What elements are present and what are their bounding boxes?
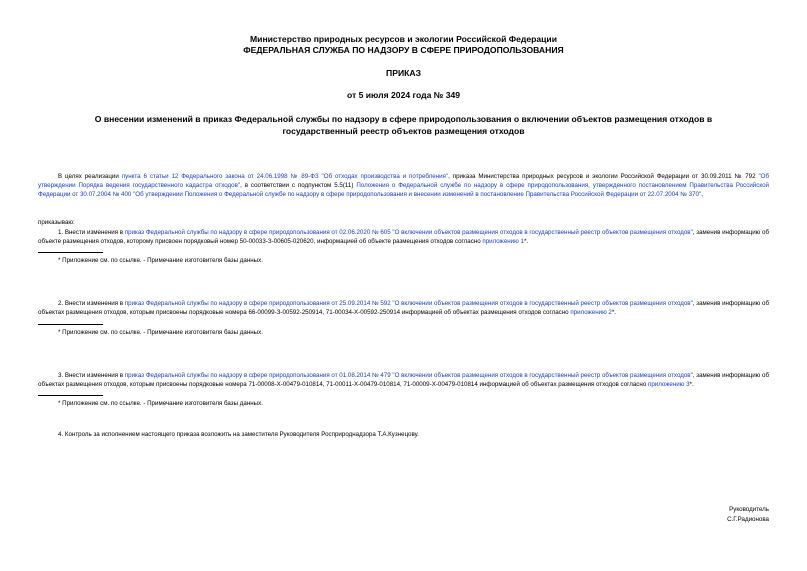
preamble-text-3: , в соответствии с подпунктом 5.5(11) xyxy=(240,182,357,190)
preamble-text-4: , xyxy=(701,191,703,199)
signature-block xyxy=(727,505,769,524)
order-479-link[interactable]: приказ Федеральной службы по надзору в сфере природопользования от 01.08.2014 № 479 "О включении объектов размещения отходов в государственный реестр объектов размещения отходов" xyxy=(124,371,693,379)
footnote-divider xyxy=(38,395,103,396)
item-3 xyxy=(38,371,769,389)
footnote-1: * Приложение см. по ссылке. - Примечание изготовителя базы данных. xyxy=(58,257,263,265)
footnote-2: * Приложение см. по ссылке. - Примечание изготовителя базы данных. xyxy=(58,328,263,336)
item-1-text-2: , заменив информацию об объекте размещения отходов, которому присвоен порядковый номер 50-00033-З-00605-020620, информацией об объекте размещения отходов согласно xyxy=(38,228,769,246)
ministry-name: Министерство природных ресурсов и экологии Российской Федерации xyxy=(250,34,557,44)
prikazyvayu-label: приказываю: xyxy=(38,218,75,226)
document-type: ПРИКАЗ xyxy=(386,68,421,78)
item-2 xyxy=(38,299,769,317)
item-3-text-2: , заменив информацию об объектах размещения отходов, которым присвоены порядковые номера 71-00008-Х-00479-010814, 71-00011-Х-00479-010814, 71-00009-Х-00479-010814 информацией об объектах размещения отходов согласно xyxy=(38,371,769,388)
appendix-3-link[interactable]: приложению 3 xyxy=(647,380,690,388)
item-1 xyxy=(38,228,769,246)
preamble-text-2: , приказа Министерства природных ресурсов и экологии Российской Федерации от 30.09.2011 № 792 xyxy=(448,173,759,180)
item-1-text-1: 1. Внести изменения в xyxy=(58,228,125,236)
document-date-number: от 5 июля 2024 года № 349 xyxy=(346,90,461,100)
order-792-link[interactable]: "Об утверждении Порядка ведения государственного кадастра отходов" xyxy=(38,173,770,190)
item-1-text-3: *. xyxy=(523,238,529,246)
document-page xyxy=(38,34,769,439)
signer-name: С.Г.Радионова xyxy=(727,515,769,523)
service-name: ФЕДЕРАЛЬНАЯ СЛУЖБА ПО НАДЗОРУ В СФЕРЕ ПРИРОДОПОЛЬЗОВАНИЯ xyxy=(243,45,564,55)
footnote-divider xyxy=(38,324,103,325)
item-4: 4. Контроль за исполнением настоящего приказа возложить на заместителя Руководителя Росприроднадзора Т.А.Кузнецову. xyxy=(58,431,419,439)
footnote-divider xyxy=(38,252,103,253)
item-2-text-1: 2. Внести изменения в xyxy=(58,300,125,308)
signer-title: Руководитель xyxy=(729,506,769,513)
item-3-text-3: *. xyxy=(689,380,694,388)
item-2-text-2: , заменив информацию об объектах размещения отходов, которым присвоены порядковые номера 66-00099-З-00592-250914, 71-00034-Х-00592-250914 информацией об объектах размещения отходов согласно xyxy=(38,300,769,317)
preamble-paragraph xyxy=(38,172,769,200)
document-subject: О внесении изменений в приказ Федеральной службы по надзору в сфере природопользования о включении объектов размещения отходов в государственный реестр объектов размещения отходов xyxy=(94,114,713,136)
order-605-link[interactable]: приказ Федеральной службы по надзору в сфере природопользования от 02.06.2020 № 605 "О включении объектов размещения отходов в государственный реестр объектов размещения отходов" xyxy=(124,228,693,236)
item-2-text-3: *. xyxy=(611,309,617,317)
appendix-1-link[interactable]: приложению 1 xyxy=(482,238,524,246)
order-592-link[interactable]: приказ Федеральной службы по надзору в сфере природопользования от 25.09.2014 № 592 "О включении объектов размещения отходов в государственный реестр объектов размещения отходов" xyxy=(124,300,693,308)
preamble-text-1: В целях реализации xyxy=(58,173,122,180)
regulation-400-link[interactable]: Положения о Федеральной службе по надзору в сфере природопользования, утвержденного постановлением Правительства Российской Федерации от 30.07.2004 № 400 "Об утверждении Положения о Федеральной службе по надзору в сфере природопользования и внесении изменений в постановление Правительства Российской Федерации от 22.07.2004 № 370" xyxy=(38,182,770,199)
item-3-text-1: 3. Внести изменения в xyxy=(58,371,125,379)
law-89-fz-link[interactable]: пункта 6 статьи 12 Федерального закона от 24.06.1998 № 89-ФЗ "Об отходах производства и потребления" xyxy=(121,173,449,180)
footnote-3: * Приложение см. по ссылке. - Примечание изготовителя базы данных. xyxy=(58,400,263,408)
appendix-2-link[interactable]: приложению 2 xyxy=(570,309,612,317)
